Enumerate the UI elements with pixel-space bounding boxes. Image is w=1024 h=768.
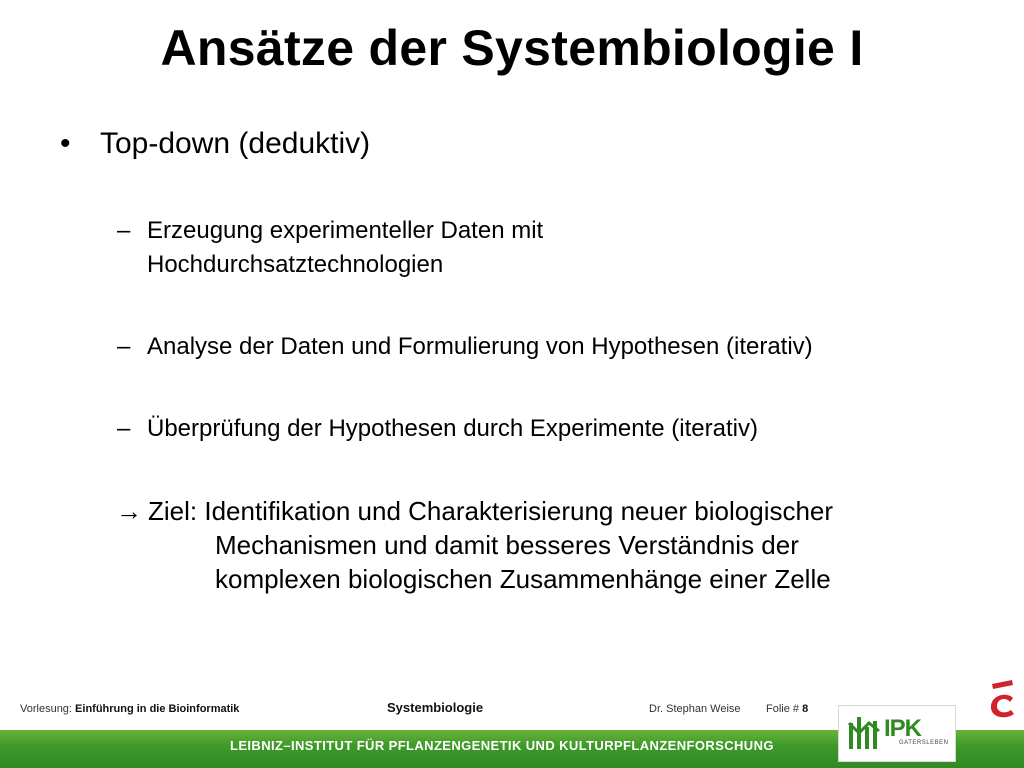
sub-item-dash: – (117, 217, 131, 244)
footer-topic: Systembiologie (387, 700, 484, 715)
sub-item-dash: – (117, 415, 131, 442)
bullet-symbol: • (60, 127, 71, 160)
footer-slide-number (766, 703, 808, 715)
main-bullet (60, 126, 370, 162)
ipk-logo-subtext: GATERSLEBEN (899, 740, 949, 746)
ipk-logo-text: IPK (884, 715, 922, 742)
sub-item-text: Überprüfung der Hypothesen durch Experimente (iterativ) (147, 415, 758, 442)
footer-course (20, 703, 239, 715)
slide-title: Ansätze der Systembiologie I (160, 20, 864, 76)
footer-course-name: Einführung in die Bioinformatik (75, 703, 240, 715)
sub-item-dash: – (117, 333, 131, 360)
ipk-logo-icon (845, 713, 885, 753)
bullet-text: Top-down (deduktiv) (100, 127, 371, 160)
sub-item-line-1: Erzeugung experimenteller Daten mit (147, 217, 544, 244)
footer-author: Dr. Stephan Weise (649, 703, 741, 715)
sub-item-line-2: Hochdurchsatztechnologien (147, 251, 444, 278)
footer-slide-label: Folie # (766, 703, 800, 715)
sub-item-text: Analyse der Daten und Formulierung von Hypothesen (iterativ) (147, 333, 813, 360)
sub-item-text (147, 214, 543, 282)
footer-slide-value: 8 (802, 703, 809, 715)
institute-banner-text: LEIBNIZ–INSTITUT FÜR PFLANZENGENETIK UND KULTURPFLANZENFORSCHUNG (230, 738, 774, 753)
ipk-logo (838, 705, 956, 762)
arrow-right-icon: → (116, 496, 142, 526)
footer-course-label: Vorlesung: (20, 703, 72, 715)
goal-line-1: Ziel: Identifikation und Charakterisierung neuer biologischer (148, 496, 834, 526)
goal-line-2: Mechanismen und damit besseres Verständnis der (215, 530, 799, 560)
goal-line-3: komplexen biologischen Zusammenhänge einer Zelle (215, 564, 831, 594)
leibniz-logo-icon (984, 678, 1018, 724)
